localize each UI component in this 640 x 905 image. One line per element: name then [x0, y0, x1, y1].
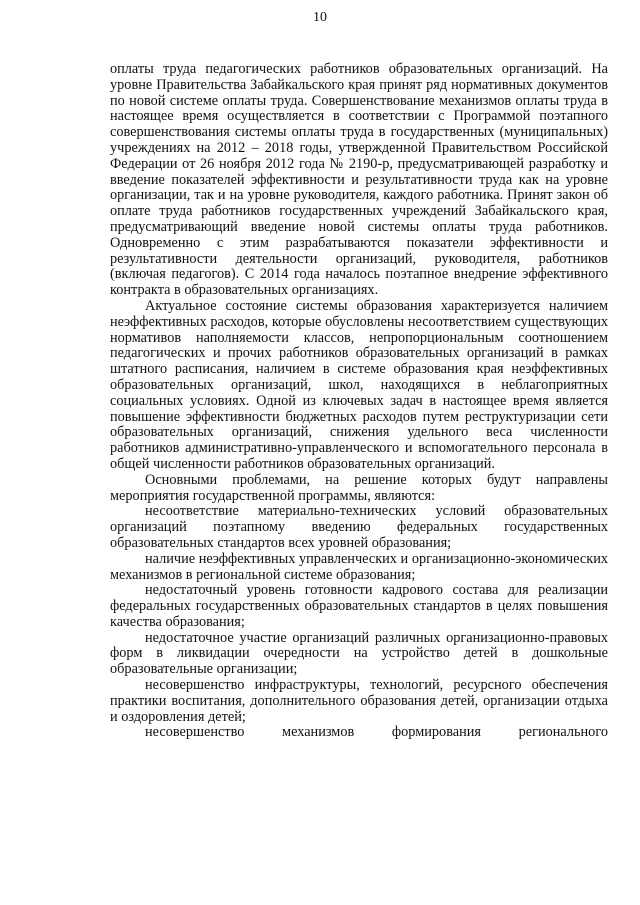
list-item-preschool-queue: недостаточное участие организаций различных организационно-правовых форм в ликвидации очередности на устройство детей в дошкольные образовательные организации; [110, 629, 608, 678]
list-item-material-conditions: несоответствие материально-технических условий образовательных организаций поэтапному введению федеральных государственных образовательных стандартов всех уровней образования; [110, 503, 608, 551]
paragraph-education-system-state: Актуальное состояние системы образования характеризуется наличием неэффективных расходов, которые обусловлены несоответствием существующих нормативов наполняемости классов, непропорциональным соотношением педагогических и прочих работников образовательных организаций в рамках штатного расписания, наличием в системе образования края неэффективных образовательных организаций, школ, находящихся в неблагоприятных социальных условиях. Одной из ключевых задач в настоящее время является повышение эффективности бюджетных расходов путем реструктуризации сети образовательных организаций, снижения удельного веса численности работников административно-управленческого и вспомогательного персонала в общей численности работников образовательных организаций. [110, 297, 608, 472]
document-body [110, 62, 608, 741]
paragraph-continuation-wage-system: оплаты труда педагогических работников образовательных организаций. На уровне Правительства Забайкальского края принят ряд нормативных документов по новой системе оплаты труда. Совершенствование механизмов оплаты труда в настоящее время осуществляется в соответствии с Программой поэтапного совершенствования системы оплаты труда в государственных (муниципальных) учреждениях на 2012 – 2018 годы, утвержденной Правительством Российской Федерации от 26 ноября 2012 года № 2190-р, предусматривающей разработку и введение показателей эффективности и результативности труда как на уровне организации, так и на уровне руководителя, каждого работника. Принят закон об оплате труда работников государственных учреждений Забайкальского края, предусматривающий введение новой системы оплаты труда работников. Одновременно с этим разрабатываются показатели эффективности и результативности деятельности организаций, руководителя, работников (включая педагогов). С 2014 года началось поэтапное внедрение эффективного контракта в образовательных организациях. [110, 61, 608, 299]
paragraph-main-problems-intro: Основными проблемами, на решение которых будут направлены мероприятия государственной программы, являются: [110, 471, 608, 504]
list-item-staff-readiness: недостаточный уровень готовности кадрового состава для реализации федеральных государственных образовательных стандартов в целях повышения качества образования; [110, 582, 608, 630]
list-item-infrastructure: несовершенство инфраструктуры, технологий, ресурсного обеспечения практики воспитания, дополнительного образования детей, организации отдыха и оздоровления детей; [110, 677, 608, 725]
list-item-inefficient-mechanisms: наличие неэффективных управленческих и организационно-экономических механизмов в региональной системе образования; [110, 550, 608, 583]
list-item-regional-mechanisms: несовершенство механизмов формирования регионального [145, 724, 608, 741]
page-number: 10 [313, 10, 327, 25]
